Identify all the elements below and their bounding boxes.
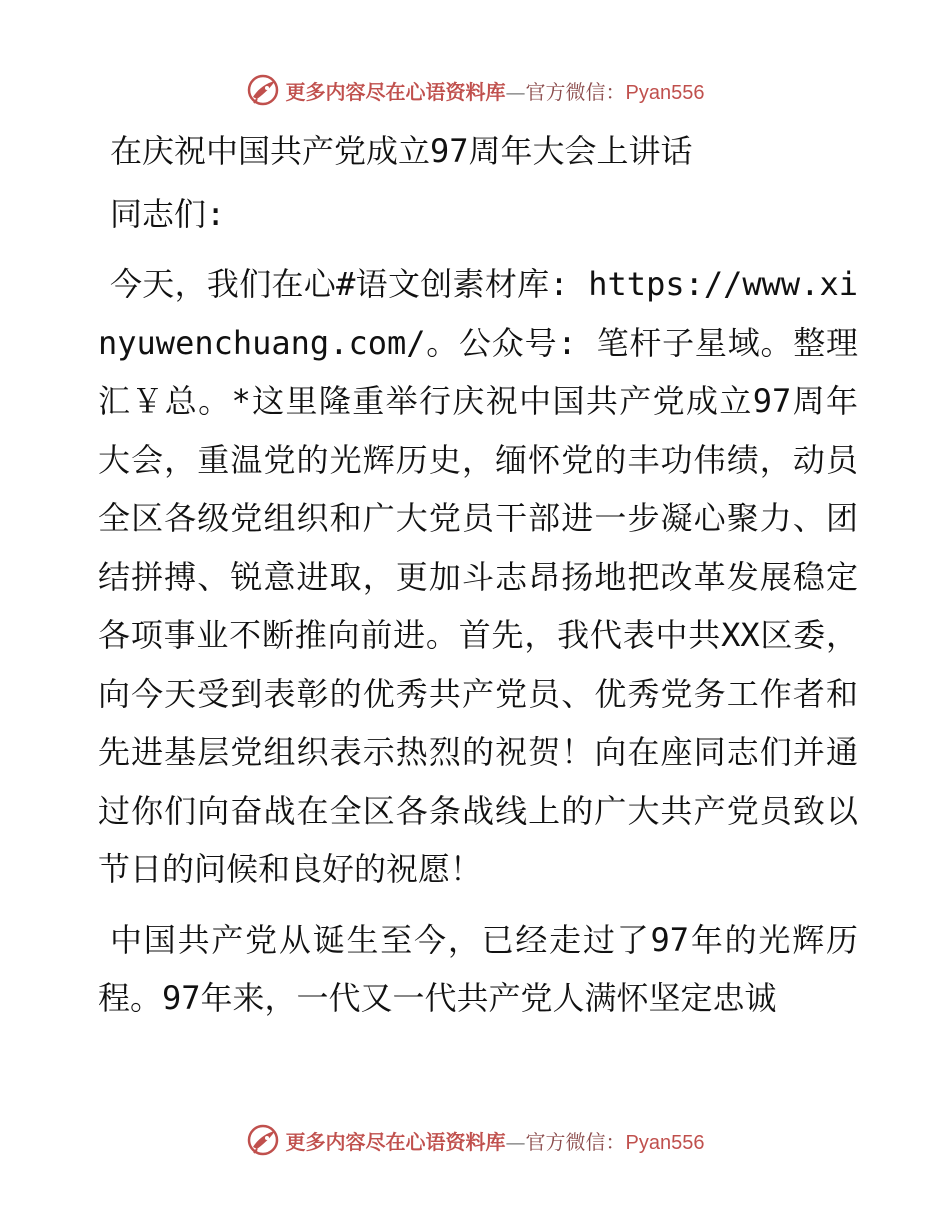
document-paragraph-2: 中国共产党从诞生至今，已经走过了97年的光辉历程。97年来，一代又一代共产党人满怀坚定忠诚 (98, 920, 858, 1017)
watermark-text (286, 1126, 705, 1155)
watermark-content (246, 1123, 705, 1157)
watermark-contact-id: Pyan556 (625, 81, 705, 104)
document-title: 在庆祝中国共产党成立97周年大会上讲话 (110, 132, 693, 170)
watermark-dash: — (505, 1129, 526, 1154)
watermark-text (286, 76, 705, 105)
watermark-brand: 更多内容尽在心语资料库 (285, 79, 506, 104)
footer-watermark (0, 1120, 950, 1160)
document-body (98, 122, 858, 1040)
document-greeting: 同志们: (110, 194, 226, 233)
pen-nib-circle-icon (246, 73, 280, 107)
watermark-content (246, 73, 705, 107)
header-watermark (0, 70, 950, 110)
watermark-brand: 更多内容尽在心语资料库 (285, 1129, 506, 1154)
document-paragraph-1: 今天，我们在心#语文创素材库: https://www.xinyuwenchuang.com/。公众号: 笔杆子星域。整理汇￥总。*这里隆重举行庆祝中国共产党成立97周年大会，重温党的光辉历史，缅怀党的丰功伟绩，动员全区各级党组织和广大党员干部进一步凝心聚力、团结拼搏、锐意进取，更加斗志昂扬地把改革发展稳定各项事业不断推向前进。首先，我代表中共XX区委，向今天受到表彰的优秀共产党员、优秀党务工作者和先进基层党组织表示热烈的祝贺！向在座同志们并通过你们向奋战在全区各条战线上的广大共产党员致以节日的问候和良好的祝愿！ (98, 265, 858, 888)
watermark-dash: — (505, 79, 526, 104)
watermark-contact-label: 官方微信： (525, 79, 626, 104)
watermark-contact-id: Pyan556 (625, 1131, 705, 1154)
watermark-contact-label: 官方微信： (525, 1129, 626, 1154)
pen-nib-circle-icon (246, 1123, 280, 1157)
